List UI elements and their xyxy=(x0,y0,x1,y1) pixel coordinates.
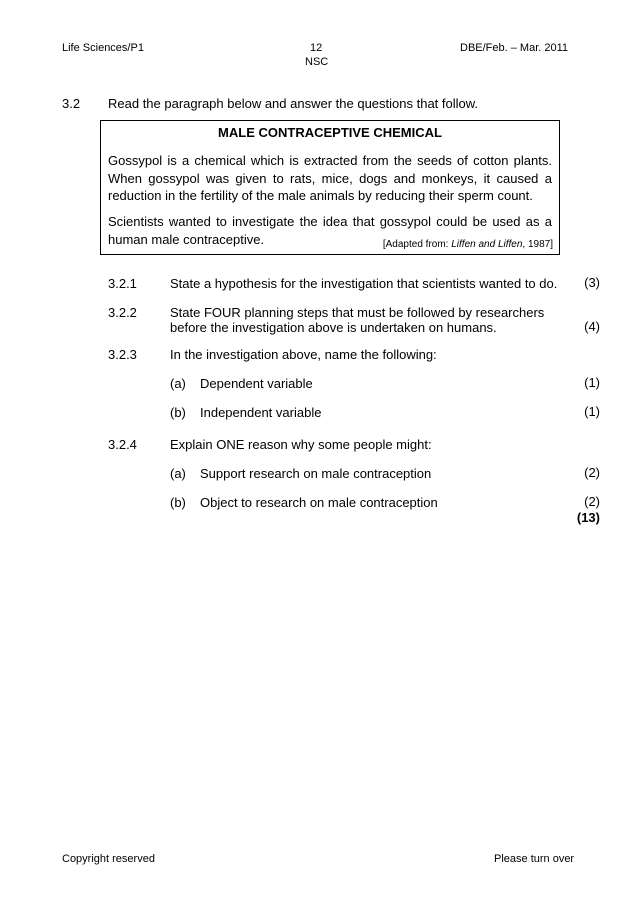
subq-3-2-4a-text: Support research on male contraception xyxy=(200,466,432,481)
subq-3-2-3-number: 3.2.3 xyxy=(108,347,137,362)
subq-3-2-1-text: State a hypothesis for the investigation that scientists wanted to do. xyxy=(170,276,558,291)
box-title: MALE CONTRACEPTIVE CHEMICAL xyxy=(218,125,442,140)
reading-box xyxy=(100,120,560,255)
subq-3-2-3a-label: (a) xyxy=(170,376,186,391)
subq-3-2-3b-marks: (1) xyxy=(584,404,600,419)
subq-3-2-4b-text: Object to research on male contraception xyxy=(200,495,438,510)
subq-3-2-2-marks: (4) xyxy=(584,319,600,334)
subq-3-2-3b-text: Independent variable xyxy=(200,405,322,420)
subq-3-2-1-number: 3.2.1 xyxy=(108,276,137,291)
subq-3-2-3a-marks: (1) xyxy=(584,375,600,390)
header-nsc: NSC xyxy=(305,56,329,68)
subq-3-2-3-text: In the investigation above, name the following: xyxy=(170,347,437,362)
subq-3-2-4a-label: (a) xyxy=(170,466,186,481)
subq-3-2-1-marks: (3) xyxy=(584,275,600,290)
question-intro: Read the paragraph below and answer the questions that follow. xyxy=(108,96,479,111)
subq-3-2-4-text: Explain ONE reason why some people might: xyxy=(170,437,432,452)
subq-3-2-3b-label: (b) xyxy=(170,405,186,420)
source-citation: [Adapted from: Liffen and Liffen, 1987] xyxy=(382,239,553,250)
total-marks: (13) xyxy=(576,510,600,525)
header-right: DBE/Feb. – Mar. 2011 xyxy=(460,42,569,54)
subq-3-2-4b-marks: (2) xyxy=(584,494,600,509)
box-paragraph-2: Scientists wanted to investigate the idea that gossypol could be used as a human male contraceptive. xyxy=(108,214,552,247)
footer-left: Copyright reserved xyxy=(62,853,155,865)
box-paragraph-1: Gossypol is a chemical which is extracted from the seeds of cotton plants. When gossypol was given to rats, mice, dogs and monkeys, it caused a reduction in the fertility of the male animals by reducing their sperm count. xyxy=(108,153,552,203)
page-number: 12 xyxy=(310,42,323,54)
subq-3-2-2-number: 3.2.2 xyxy=(108,305,137,320)
subq-3-2-2-line2: before the investigation above is undertaken on humans. xyxy=(170,320,497,335)
footer-right: Please turn over xyxy=(494,853,575,865)
subq-3-2-4a-marks: (2) xyxy=(584,465,600,480)
subq-3-2-2-line1: State FOUR planning steps that must be followed by researchers xyxy=(170,305,545,320)
subq-3-2-3a-text: Dependent variable xyxy=(200,376,313,391)
subq-3-2-4-number: 3.2.4 xyxy=(108,437,137,452)
subq-3-2-4b-label: (b) xyxy=(170,495,186,510)
header-left: Life Sciences/P1 xyxy=(62,42,144,54)
question-number: 3.2 xyxy=(62,96,81,111)
